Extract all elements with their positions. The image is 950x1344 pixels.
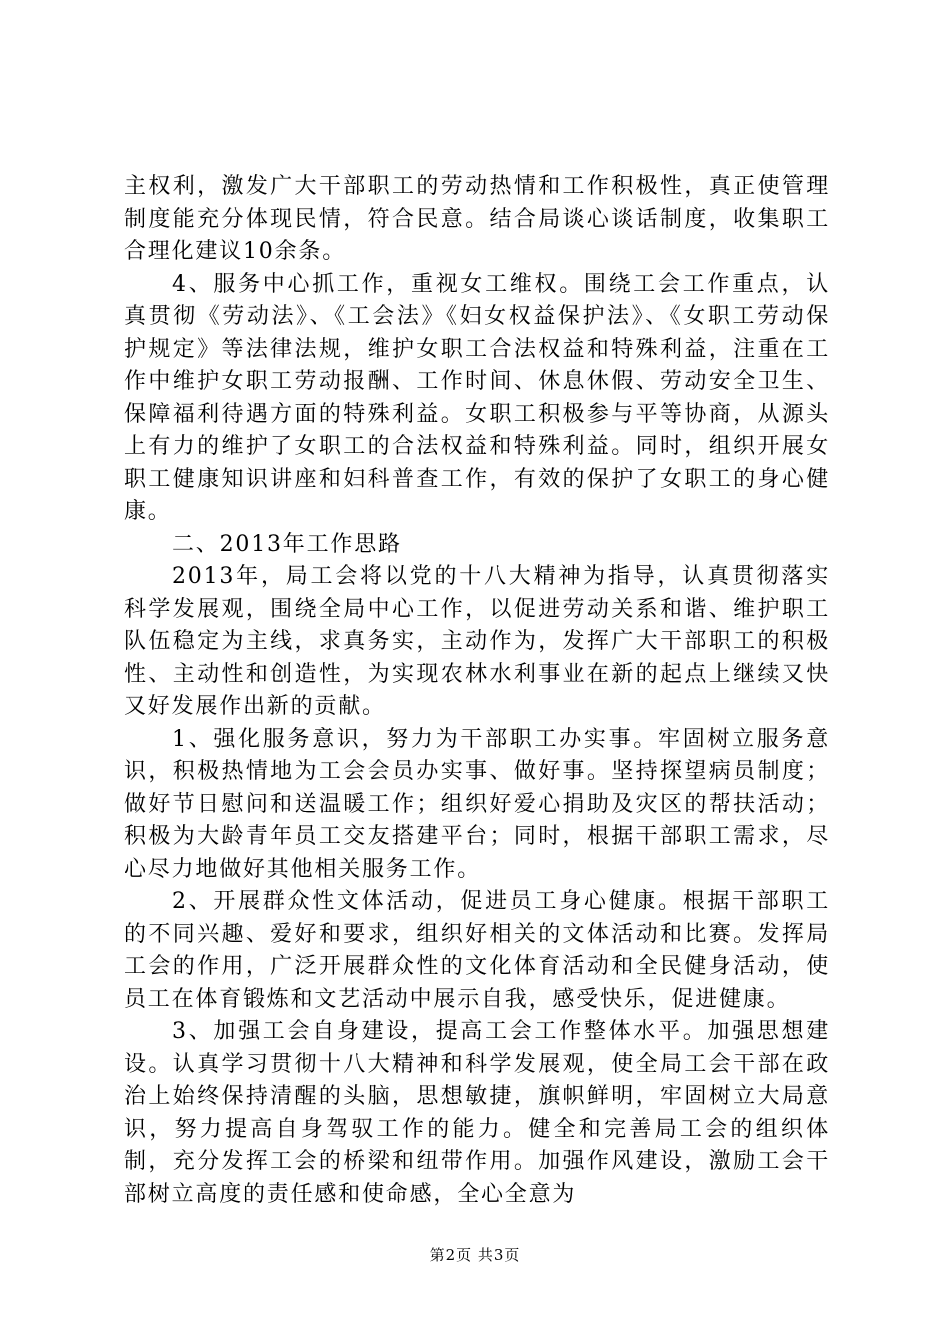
paragraph-item-4: 4、服务中心抓工作，重视女工维权。围绕工会工作重点，认真贯彻《劳动法》、《工会法》《妇女权益保护法》、《女职工劳动保护规定》等法律法规，维护女职工合法权益和特殊利益，注重在工作中维护女职工劳动报酬、工作时间、休息休假、劳动安全卫生、保障福利待遇方面的特殊利益。女职工积极参与平等协商，从源头上有力的维护了女职工的合法权益和特殊利益。同时，组织开展女职工健康知识讲座和妇科普查工作，有效的保护了女职工的身心健康。 (124, 271, 830, 524)
document-body (124, 171, 830, 1211)
paragraph-2013-intro: 2013年，局工会将以党的十八大精神为指导，认真贯彻落实科学发展观，围绕全局中心工作，以促进劳动关系和谐、维护职工队伍稳定为主线，求真务实，主动作为，发挥广大干部职工的积极性、主动性和创造性，为实现农林水利事业在新的起点上继续又快又好发展作出新的贡献。 (124, 564, 830, 719)
paragraph-item-2: 2、开展群众性文体活动，促进员工身心健康。根据干部职工的不同兴趣、爱好和要求，组织好相关的文体活动和比赛。发挥局工会的作用，广泛开展群众性的文化体育活动和全民健身活动，使员工在体育锻炼和文艺活动中展示自我，感受快乐，促进健康。 (124, 889, 830, 1012)
section-heading-2: 二、2013年工作思路 (172, 531, 402, 557)
paragraph-item-1: 1、强化服务意识，努力为干部职工办实事。牢固树立服务意识，积极热情地为工会会员办实事、做好事。坚持探望病员制度；做好节日慰问和送温暖工作；组织好爱心捐助及灾区的帮扶活动；积极为大龄青年员工交友搭建平台；同时，根据干部职工需求，尽心尽力地做好其他相关服务工作。 (124, 726, 830, 882)
paragraph-item-3: 3、加强工会自身建设，提高工会工作整体水平。加强思想建设。认真学习贯彻十八大精神和科学发展观，使全局工会干部在政治上始终保持清醒的头脑，思想敏捷，旗帜鲜明，牢固树立大局意识，努力提高自身驾驭工作的能力。健全和完善局工会的组织体制，充分发挥工会的桥梁和纽带作用。加强作风建设，激励工会干部树立高度的责任感和使命感，全心全意为 (124, 1019, 830, 1207)
paragraph-continuation: 主权利，激发广大干部职工的劳动热情和工作积极性，真正使管理制度能充分体现民情，符合民意。结合局谈心谈话制度，收集职工合理化建议10余条。 (124, 174, 830, 264)
page-number-footer: 第2页 共3页 (429, 1246, 521, 1264)
